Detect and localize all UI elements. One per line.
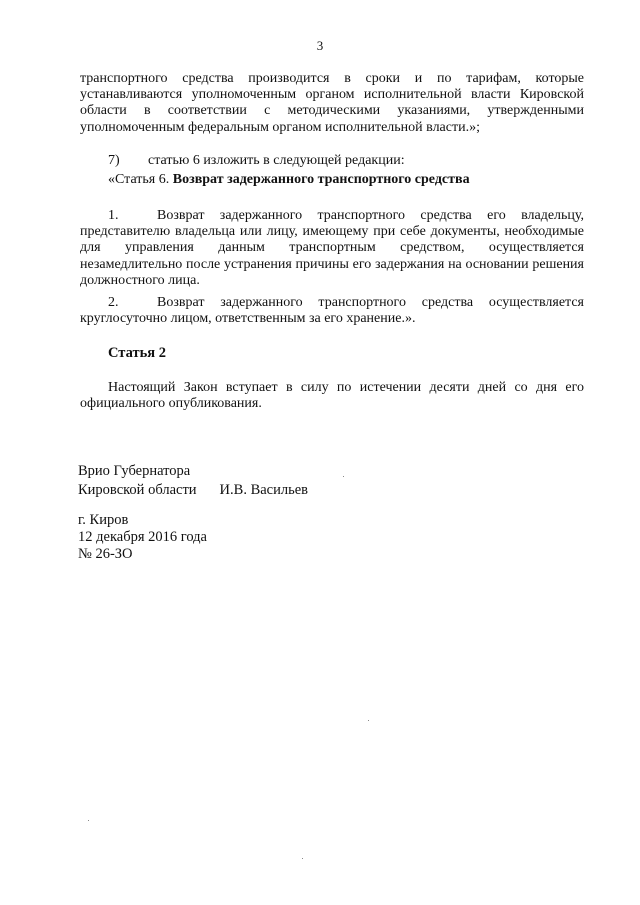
scan-speck	[302, 858, 303, 859]
paragraph-number: 2.	[108, 295, 119, 310]
place-date-block	[78, 512, 207, 563]
scan-speck	[343, 476, 344, 477]
article-6-title	[108, 172, 470, 188]
law-number: № 26-ЗО	[78, 546, 133, 562]
signatory-position-line-2: Кировской области	[78, 482, 197, 498]
article-6-heading: Возврат задержанного транспортного средства	[172, 172, 470, 187]
article-6-paragraph-2	[80, 295, 584, 327]
signatory-name: И.В. Васильев	[219, 482, 308, 498]
article-2-heading: Статья 2	[108, 345, 166, 361]
item-text: статью 6 изложить в следующей редакции:	[148, 153, 405, 168]
amendment-item-7	[108, 153, 405, 169]
page-number: 3	[316, 38, 324, 53]
article-6-prefix: «Статья 6.	[108, 172, 170, 187]
scan-speck	[88, 820, 89, 821]
date: 12 декабря 2016 года	[78, 529, 207, 545]
continuation-paragraph: транспортного средства производится в сроки и по тарифам, которые устанавливаются уполномоченным органом исполнительной власти Кировской области в соответствии с методическими указаниями, утвержденными уполномоченным федеральным органом исполнительной власти.»;	[80, 71, 584, 135]
article-2-body: Настоящий Закон вступает в силу по истечении десяти дней со дня его официального опубликования.	[80, 380, 584, 412]
item-number: 7)	[108, 153, 120, 168]
article-2-text	[80, 380, 584, 412]
signatory-position-line-1: Врио Губернатора	[78, 463, 191, 479]
signatory-position-line-2-row	[78, 481, 308, 500]
paragraph-text: Возврат задержанного транспортного средства его владельцу, представителю владельца или лицу, имеющему при себе документы, необходимые для управления данным транспортным средством, осуществляется незамедлительно после устранения причины его задержания на основании решения должностного лица.	[80, 208, 584, 288]
paragraph-text: Возврат задержанного транспортного средства осуществляется круглосуточно лицом, ответственным за его хранение.».	[80, 295, 584, 327]
scan-speck	[368, 720, 369, 721]
article-6-paragraph-1	[80, 208, 584, 289]
signature-block	[78, 462, 308, 500]
city: г. Киров	[78, 512, 129, 528]
paragraph-number: 1.	[108, 208, 119, 223]
